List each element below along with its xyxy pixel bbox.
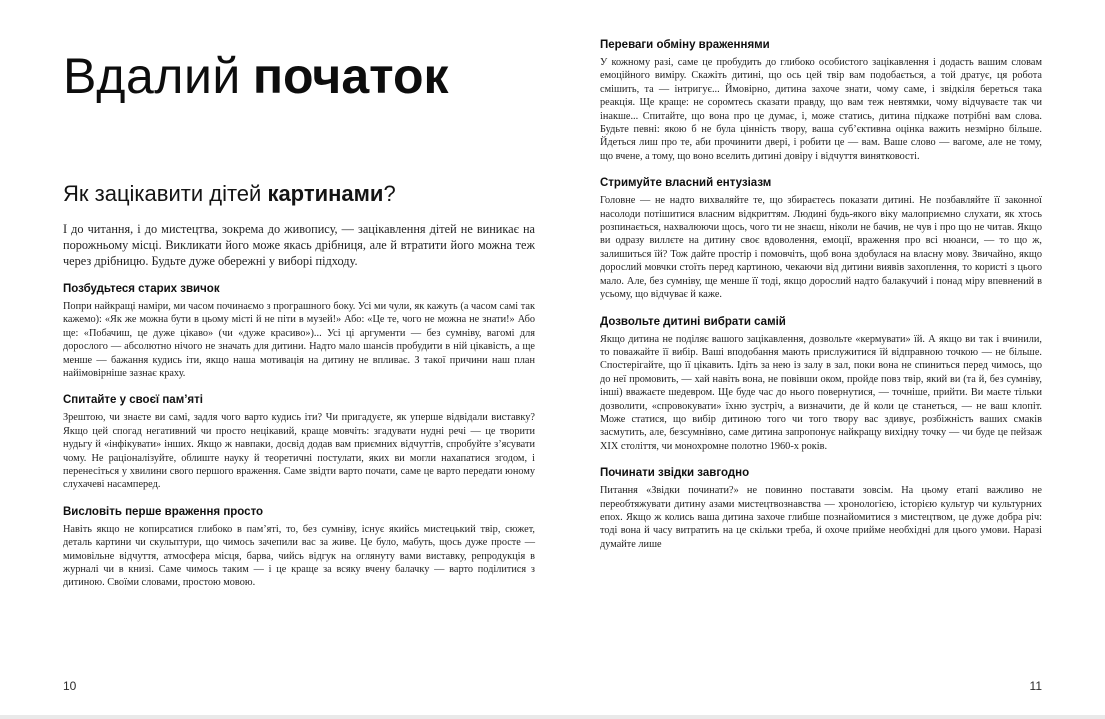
section-heading: Спитайте у своєї пам’яті (63, 394, 203, 407)
section-heading: Стримуйте власний ентузіазм (600, 177, 772, 190)
subtitle-bold: картинами (267, 180, 384, 206)
intro-paragraph: І до читання, і до мистецтва, зокрема до живопису, — зацікавлення дітей не виникає на порожньому місці. Викликати його може якась дрібниця, але й втратити його можна теж через дрібницю. Будьте дуже обережні у виборі підходу. (63, 221, 535, 268)
section-old-habits (63, 282, 535, 380)
page-number-right: 11 (1029, 679, 1042, 693)
section-body: Попри найкращі наміри, ми часом починаємо з програшного боку. Усі ми чули, як кажуть (а часом самі так кажемо): «Як же можна бути в цьому місті й не піти в музей!» Або: «Це те, чого не можна не знати!» Або ще: «Побачиш, це дуже цікаво» (чи «дуже красиво»)... Усі ці аргументи — без сумніву, вагомі для дорослого — абсолютно нічого не значать для дитини. Надто мало шансів пробудити в ній цікавість, а ще менше — бажання кудись іти, якщо наша мотивація на дитину не впливає. З такої причини наш план найімовірніше зазнає краху. (63, 300, 535, 379)
section-body: Якщо дитина не поділяє вашого зацікавлення, дозвольте «кермувати» їй. А якщо ви так і вчинили, то поважайте її вибір. Ваші вподобання мають прислужитися їй відправною точкою — не більше. Спостерігайте, що її цікавить. Ідіть за нею із залу в зал, поки вона не спиниться перед чимось, що до неї промовить, — хай навіть вона, не повівши оком, пройде повз твір, який ви (та й, без сумніву, інші) вважаєте шедевром. Ще буде час до нього повернутися, — точніше, прийти. Ви маєте тільки дозволити, «спровокувати» їхню зустріч, а визначити, де й коли це станеться, — не ваш клопіт. Може статися, що вибір дитиною того чи того твору вас здивує, розбіжність ваших смаків засмутить, але, безсумнівно, саме дитина запропонує найкращу вихідну точку — чи буде це пейзаж XIX століття, чи монохромне полотно 1960-х років. (600, 333, 1042, 452)
section-start-anywhere (600, 466, 1042, 551)
page-left (0, 0, 552, 719)
section-let-child-choose (600, 315, 1042, 454)
section-heading: Починати звідки завгодно (600, 467, 750, 480)
section-body: У кожному разі, саме це пробудить до глибоко особистого зацікавлення і додасть вашим словам емоційного виміру. Скажіть дитині, що ось цей твір вам подобається, а той дратує, ця робота смішить, та — інтригує... Ймовірно, дитина захоче знати, чому саме, і звідкіля береться така реакція. Ще краще: не соромтесь сказати правду, що вам теж невтямки, чому відчуваєте так чи інакше... Спитайте, що вона про це думає, і, може статись, дитина підкаже потрібні вам слова. Будьте певні: якою б не була цінність твору, ваша суб’єктивна оцінка важить незмірно більше. Йдеться лиш про те, аби прочинити двері, і робити це — вам. Ваше слово — вагоме, але не тому, що вчене, а тому, що воно вселить дитині довіру і відчуття винятковості. (600, 57, 1042, 162)
section-body: Питання «Звідки починати?» не повинно поставати зовсім. На цьому етапі важливо не переобтяжувати дитину азами мистецтвознавства — хронологією, історією культур чи культурних епох. Якщо ж колись ваша дитина захоче глибше познайомитися з мистецтвом, це дуже добра річ: тоді вона й часу витратить на це скільки треба, й охоче прийме необхідні для цього умови. Наразі думайте лише (600, 485, 1042, 550)
section-heading: Висловіть перше враження просто (63, 505, 264, 518)
section-heading: Переваги обміну враженнями (600, 39, 770, 51)
section-body: Зрештою, чи знаєте ви самі, задля чого варто кудись іти? Чи пригадуєте, як уперше відвідали виставку? Якщо цей спогад негативний чи просто нецікавий, краще мовчіть: згадувати нудні речі — це творити нудьгу й «інфікувати» інших. Якщо ж навпаки, досвід додав вам приємних відчуттів, спробуйте з’ясувати чому. Не раціоналізуйте, облиште науку й теоретичні постулати, яких ви могли нахапатися згодом, і перенесіться у хвилини свого першого враження. Саме звідти варто почати, саме це варто передати юному слухачеві насамперед. (63, 412, 535, 491)
subtitle-suffix: ? (383, 180, 396, 206)
section-ask-memory (63, 393, 535, 491)
chapter-title (63, 50, 535, 103)
chapter-title-bold: початок (252, 48, 449, 104)
section-body: Головне — не надто вихваляйте те, що збираєтесь показати дитині. Не позбавляйте її законної насолоди потішитися власним відкриттям. Людині будь-якого віку малоприємно слухати, як хтось розпинається, нахвалюючи щось, чого ти не знаєш, ніколи не бачив, не чув і про що не читав. Якщо ви одразу виллєте на дитину своє вдоволення, емоції, враження про всі нюанси, — то що ж, залишиться їй? Тож дайте простір і помовчіть, щоб вона здобулася на власну мову. Звичайно, якщо дорослий мовчки стоїть перед картиною, чекаючи від дитини виявів захоплення, то користі з цього мало. Але, без сумніву, ще менше її тоді, якщо дорослий надто балакучий і понад міру впевнений в усьому, що відчуває й каже. (600, 195, 1042, 301)
page-bottom-edge (0, 715, 1105, 719)
section-heading: Дозвольте дитині вибрати самій (600, 315, 786, 328)
chapter-title-light: Вдалий (63, 48, 241, 104)
page-number-left: 10 (63, 679, 77, 693)
section-subtitle (63, 181, 535, 207)
section-restrain-enthusiasm (600, 176, 1042, 301)
section-sharing-impressions (600, 38, 1042, 163)
section-first-impression (63, 505, 535, 590)
section-heading: Позбудьтеся старих звичок (63, 282, 220, 295)
subtitle-prefix: Як зацікавити дітей (63, 180, 268, 206)
section-body: Навіть якщо не копирсатися глибоко в пам’яті, то, без сумніву, існує якийсь мистецький твір, сюжет, деталь картини чи скульптури, що чимось зачепили вас за живе. Це було, мабуть, щось дуже просте — мимовільне відчуття, атмосфера місця, барва, чийсь відгук на оглянуту вами виставку, репродукція в журналі чи в книзі. Саме чимось таким — і це краще за всяку вчену балачку — варто поділитися з дитиною. Своїми словами, простою мовою. (63, 523, 535, 589)
page-right (552, 0, 1105, 719)
